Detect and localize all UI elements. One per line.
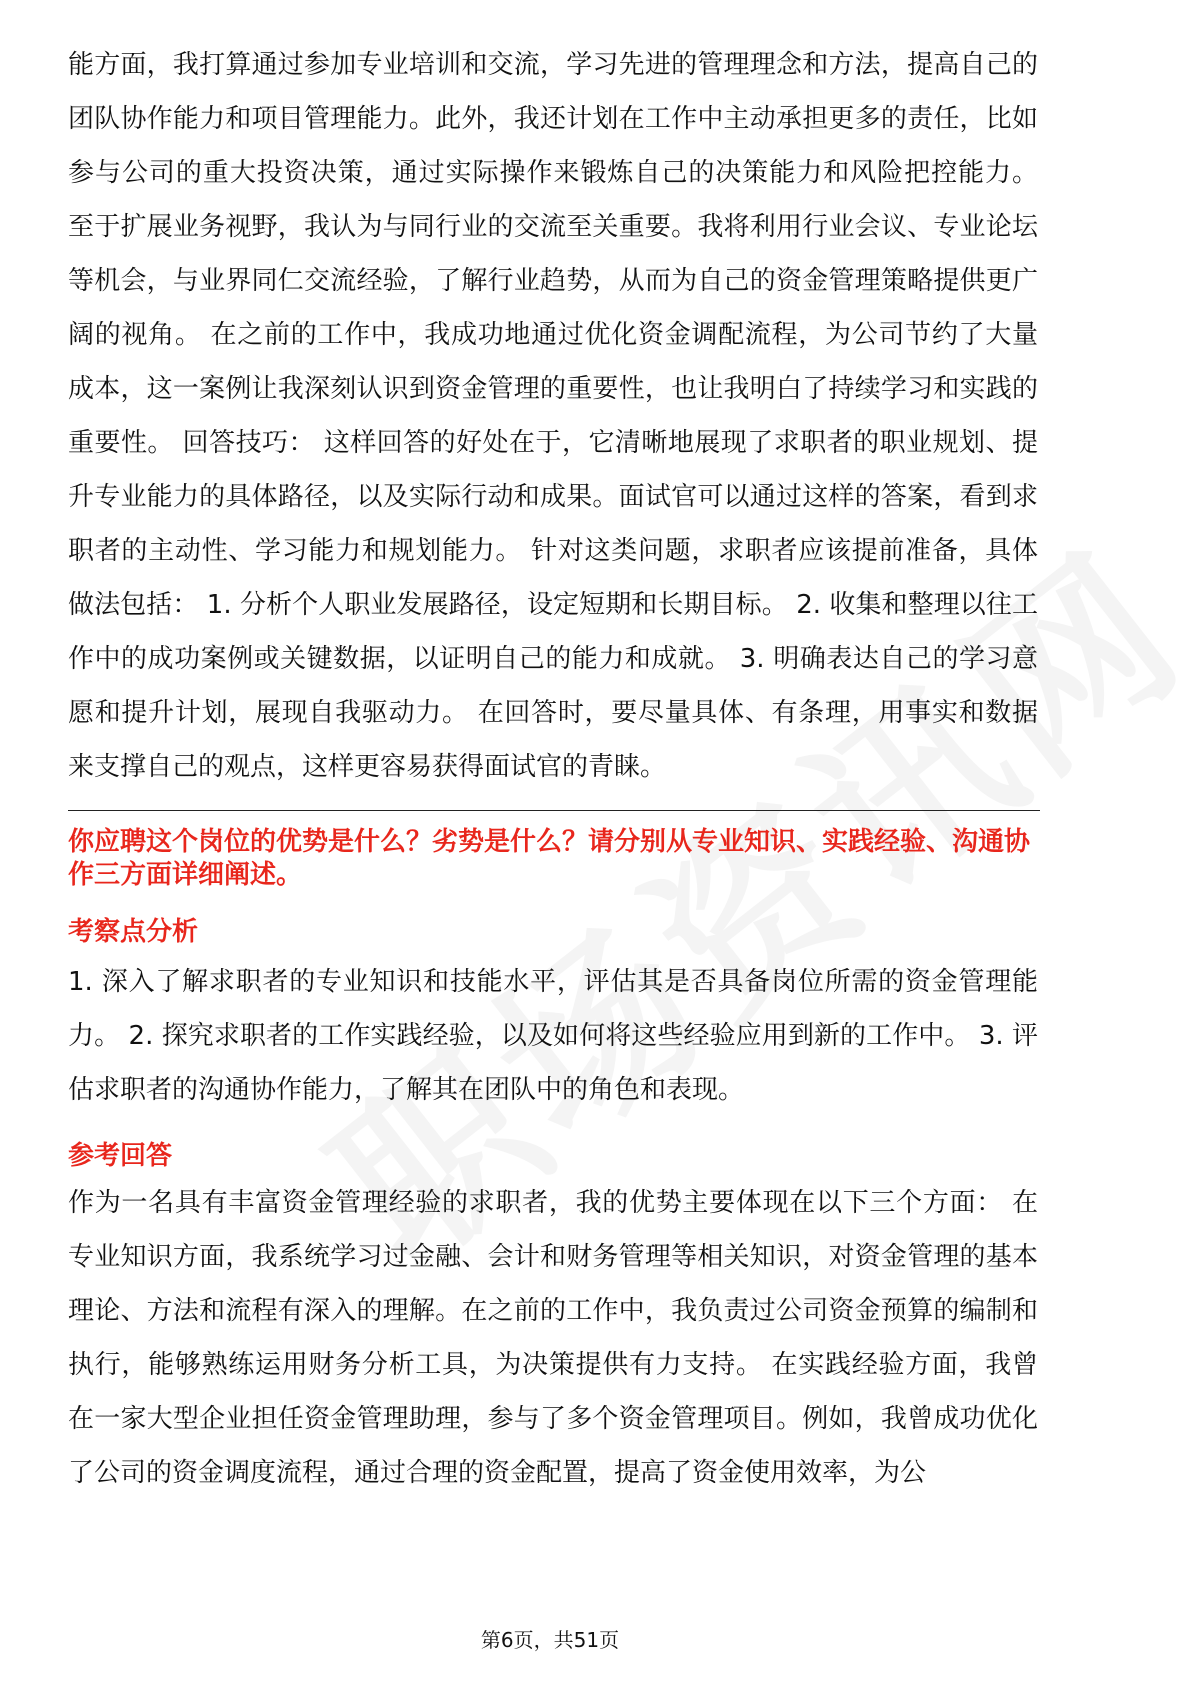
analysis-paragraph: 1. 深入了解求职者的专业知识和技能水平，评估其是否具备岗位所需的资金管理能力。 2. 探究求职者的工作实践经验，以及如何将这些经验应用到新的工作中。 3. 评估求职者的沟通协作能力，了解其在团队中的角色和表现。 [68, 967, 1038, 1105]
section-divider [68, 810, 1040, 811]
analysis-heading: 考察点分析 [68, 917, 199, 947]
page-number: 第6页，共51页 [480, 1628, 620, 1652]
answer-paragraph: 作为一名具有丰富资金管理经验的求职者，我的优势主要体现在以下三个方面： 在专业知识方面，我系统学习过金融、会计和财务管理等相关知识，对资金管理的基本理论、方法和流程有深入的理解。在之前的工作中，我负责过公司资金预算的编制和执行，能够熟练运用财务分析工具，为决策提供有力支持。 在实践经验方面，我曾在一家大型企业担任资金管理助理，参与了多个资金管理项目。例如，我曾成功优化了公司的资金调度流程，通过合理的资金配置，提高了资金使用效率，为公 [68, 1188, 1038, 1488]
answer-heading: 参考回答 [68, 1141, 173, 1171]
continuation-paragraph: 能方面，我打算通过参加专业培训和交流，学习先进的管理理念和方法，提高自己的团队协作能力和项目管理能力。此外，我还计划在工作中主动承担更多的责任，比如参与公司的重大投资决策，通过实际操作来锻炼自己的决策能力和风险把控能力。 至于扩展业务视野，我认为与同行业的交流至关重要。我将利用行业会议、专业论坛等机会，与业界同仁交流经验，了解行业趋势，从而为自己的资金管理策略提供更广阔的视角。 在之前的工作中，我成功地通过优化资金调配流程，为公司节约了大量成本，这一案例让我深刻认识到资金管理的重要性，也让我明白了持续学习和实践的重要性。 回答技巧： 这样回答的好处在于，它清晰地展现了求职者的职业规划、提升专业能力的具体路径，以及实际行动和成果。面试官可以通过这样的答案，看到求职者的主动性、学习能力和规划能力。 针对这类问题，求职者应该提前准备，具体做法包括： 1. 分析个人职业发展路径，设定短期和长期目标。 2. 收集和整理以往工作中的成功案例或关键数据，以证明自己的能力和成就。 3. 明确表达自己的学习意愿和提升计划，展现自我驱动力。 在回答时，要尽量具体、有条理，用事实和数据来支撑自己的观点，这样更容易获得面试官的青睐。 [68, 50, 1038, 782]
interview-question: 你应聘这个岗位的优势是什么？劣势是什么？请分别从专业知识、实践经验、沟通协作三方面详细阐述。 [68, 827, 1031, 890]
